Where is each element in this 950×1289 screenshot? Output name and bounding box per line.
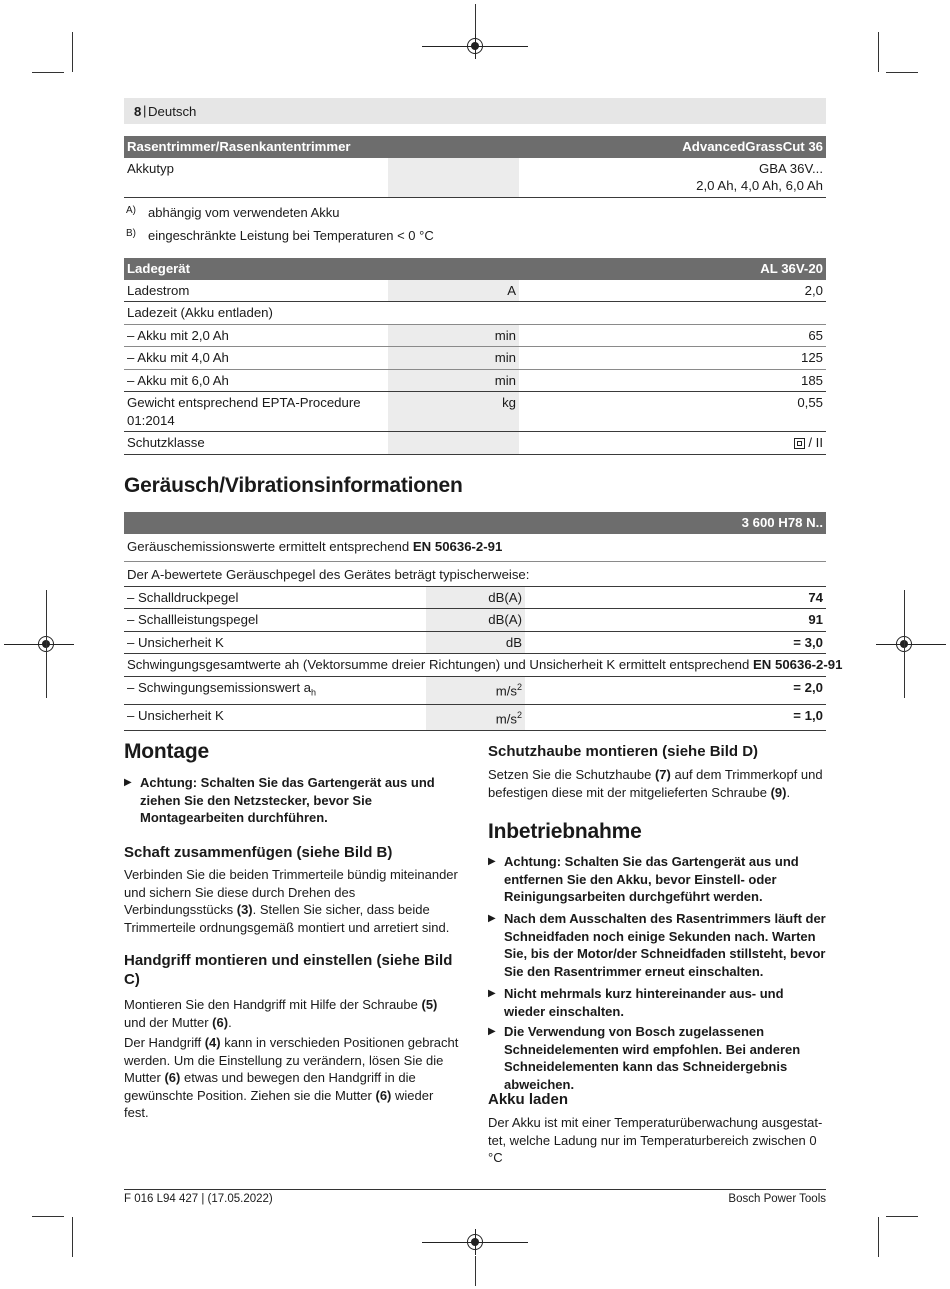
bullet-triangle-icon: ▶	[488, 856, 496, 867]
row-label	[124, 676, 426, 704]
row-value-line: 2,0 Ah, 4,0 Ah, 6,0 Ah	[696, 178, 824, 193]
inbetrieb-bullet	[488, 853, 826, 906]
noise-intro-text: Geräuschemissionswerte ermittelt entsprechend	[127, 538, 410, 554]
row-label: – Schallleistungspegel	[124, 609, 426, 632]
spec-table-model: AdvancedGrassCut 36	[519, 136, 826, 158]
table-row	[124, 609, 826, 632]
row-label: Ladestrom	[124, 280, 388, 302]
bullet-triangle-icon: ▶	[488, 988, 496, 999]
noise-intro-standard: EN 50636-2-91	[412, 538, 503, 554]
row-label: Ladezeit (Akku entladen)	[124, 302, 388, 325]
crop-mark	[32, 72, 64, 73]
row-unit	[388, 302, 519, 325]
noise-table-spacer	[124, 512, 525, 534]
table-row	[124, 586, 826, 609]
table-row	[124, 432, 826, 455]
row-value: = 1,0	[525, 704, 826, 730]
noise-table-model: 3 600 H78 N..	[525, 512, 826, 534]
handle-heading: Handgriff montieren und einstellen (siehe Bild C)	[124, 952, 453, 988]
registration-line	[904, 590, 905, 698]
crop-mark	[32, 1216, 64, 1217]
row-unit-sup: 2	[516, 681, 522, 692]
registration-mark-bottom	[467, 1234, 483, 1250]
row-label: – Unsicherheit K	[124, 704, 426, 730]
table-row	[124, 392, 826, 432]
noise-table-header	[124, 512, 826, 534]
row-label: – Unsicherheit K	[124, 631, 426, 654]
row-unit: kg	[388, 392, 519, 432]
part-ref: (4)	[204, 1035, 221, 1050]
row-value: 2,0	[519, 280, 826, 302]
handle-paragraph-1	[124, 996, 461, 1031]
part-ref: (7)	[654, 767, 671, 782]
charger-table	[124, 258, 826, 455]
shaft-text: Verbinden Sie die beiden Trimmerteile bündig miteinander und sichern Sie diese durch Drehen des Verbindungsstücks	[124, 867, 458, 918]
charger-table-model: AL 36V-20	[519, 258, 826, 280]
footer-doc-number: F 016 L94 427 | (17.05.2022)	[124, 1193, 273, 1205]
row-value	[519, 432, 826, 455]
table-row	[124, 704, 826, 730]
row-value: 65	[519, 324, 826, 347]
montage-heading: Montage	[124, 740, 209, 763]
charger-table-header	[124, 258, 826, 280]
shaft-text: . Stellen Sie sicher, dass beide Trimmerteile ordnungsgemäß montiert und arretiert sind.	[124, 902, 450, 935]
table-row	[124, 631, 826, 654]
noise-table	[124, 512, 843, 731]
footnote-mark: B)	[126, 228, 136, 239]
row-value: = 3,0	[525, 631, 826, 654]
table-row	[124, 369, 826, 392]
row-label: – Akku mit 2,0 Ah	[124, 324, 388, 347]
row-unit: dB(A)	[426, 609, 525, 632]
bullet-text: Nach dem Ausschalten des Rasentrimmers läuft der Schneidfaden noch einige Sekunden nach. Warten Sie, bis der Motor/der Schneidfaden stillsteht, bevor Sie den Rasentrimmer erneut einschalten.	[504, 911, 826, 979]
protection-class-value: / II	[808, 435, 823, 450]
part-ref: (3)	[236, 902, 253, 918]
vibration-intro	[124, 654, 843, 677]
inbetrieb-bullet	[488, 910, 826, 980]
table-row	[124, 158, 826, 198]
row-unit-text: m/s	[495, 682, 517, 698]
handle-text: wieder fest.	[124, 1087, 434, 1121]
footnote	[126, 227, 434, 247]
handle-paragraph-2	[124, 1034, 461, 1122]
montage-warning	[124, 774, 469, 827]
registration-line	[475, 1256, 476, 1286]
row-value	[519, 158, 826, 198]
row-value: 125	[519, 347, 826, 370]
row-unit: dB	[426, 631, 525, 654]
vibration-intro-text: Schwingungsgesamtwerte ah (Vektorsumme dreier Richtungen) und Unsicherheit K ermittelt entsprechend	[127, 657, 750, 672]
row-label: Gewicht entsprechend EPTA-Procedure 01:2014	[124, 392, 388, 432]
shaft-paragraph	[124, 866, 461, 936]
row-unit: min	[388, 347, 519, 370]
row-unit-text: m/s	[495, 711, 517, 727]
vibration-intro-standard: EN 50636-2-91	[753, 657, 843, 672]
handle-text: Der Handgriff	[124, 1035, 202, 1050]
row-label: – Akku mit 4,0 Ah	[124, 347, 388, 370]
row-unit	[388, 158, 519, 198]
crop-mark	[72, 1217, 73, 1257]
row-unit	[426, 704, 525, 730]
page-number: 8	[134, 104, 142, 119]
part-ref: (5)	[421, 997, 438, 1012]
row-value: 0,55	[519, 392, 826, 432]
row-unit: min	[388, 369, 519, 392]
registration-line	[46, 590, 47, 698]
handle-text: kann in verschieden Positionen gebracht werden. Um die Einstellung zu verändern, lösen Sie die Mutter	[124, 1035, 459, 1086]
row-value	[519, 302, 826, 325]
noise-subtext: Der A-bewertete Geräuschpegel des Gerätes beträgt typischerweise:	[124, 562, 826, 587]
guard-text: Setzen Sie die Schutzhaube	[488, 767, 652, 782]
akku-paragraph: Der Akku ist mit einer Temperaturüberwachung ausgestattet, welche Ladung nur im Temperaturbereich zwischen 0 °C	[488, 1115, 823, 1166]
footer-rule	[124, 1189, 826, 1190]
row-value: 74	[525, 586, 826, 609]
protection-class-icon	[794, 438, 805, 449]
table-row	[124, 347, 826, 370]
table-row	[124, 534, 826, 562]
crop-mark	[878, 32, 879, 72]
handle-text: etwas und bewegen den Handgriff in die gewünschte Position. Ziehen sie die Mutter	[124, 1070, 416, 1103]
spec-table	[124, 136, 826, 198]
shaft-heading: Schaft zusammenfügen (siehe Bild B)	[124, 844, 393, 861]
table-row	[124, 324, 826, 347]
row-label: – Schalldruckpegel	[124, 586, 426, 609]
row-value: 185	[519, 369, 826, 392]
table-row	[124, 280, 826, 302]
bullet-text: Die Verwendung von Bosch zugelassenen Schneidelementen wird empfohlen. Bei anderen Schneidelementen kann das Schneidergebnis abweichen.	[504, 1024, 801, 1092]
crop-mark	[878, 1217, 879, 1257]
handle-text: .	[228, 1014, 232, 1030]
bullet-triangle-icon: ▶	[488, 1026, 496, 1037]
page-header	[124, 98, 826, 124]
footnote-text: eingeschränkte Leistung bei Temperaturen < 0 °C	[148, 228, 434, 243]
registration-line	[475, 4, 476, 34]
inbetrieb-bullet	[488, 1023, 826, 1093]
row-label: Schutzklasse	[124, 432, 388, 455]
inbetrieb-bullet	[488, 985, 826, 1020]
header-separator: |	[143, 103, 147, 118]
charger-table-title: Ladegerät	[124, 258, 519, 280]
guard-heading: Schutzhaube montieren (siehe Bild D)	[488, 743, 759, 760]
row-unit-sup: 2	[516, 709, 522, 720]
footer-brand: Bosch Power Tools	[728, 1193, 826, 1205]
spec-table-title: Rasentrimmer/Rasenkantentrimmer	[124, 136, 519, 158]
row-unit	[426, 676, 525, 704]
crop-mark	[72, 32, 73, 72]
spec-table-header	[124, 136, 826, 158]
row-unit	[388, 432, 519, 455]
guard-text: .	[786, 784, 791, 800]
header-language: Deutsch	[148, 104, 197, 119]
table-row	[124, 654, 826, 677]
row-label: Akkutyp	[124, 158, 388, 198]
row-value: = 2,0	[525, 676, 826, 704]
footnote-mark: A)	[126, 205, 136, 216]
bullet-text: Nicht mehrmals kurz hintereinander aus- und wieder einschalten.	[504, 986, 784, 1019]
part-ref: (6)	[164, 1070, 181, 1086]
row-label: – Akku mit 6,0 Ah	[124, 369, 388, 392]
row-unit: A	[388, 280, 519, 302]
row-value: 91	[525, 609, 826, 632]
table-row	[124, 562, 826, 587]
noise-intro	[124, 534, 826, 562]
handle-text: Montieren Sie den Handgriff mit Hilfe der Schraube	[124, 997, 418, 1012]
inbetrieb-heading: Inbetriebnahme	[488, 820, 642, 843]
part-ref: (6)	[375, 1087, 392, 1103]
part-ref: (9)	[770, 784, 787, 800]
crop-mark	[886, 72, 918, 73]
bullet-text: Achtung: Schalten Sie das Gartengerät aus und entfernen Sie den Akku, bevor Einstell- oder Reinigungsarbeiten durchgeführt werden.	[504, 854, 799, 905]
row-value-line: GBA 36V...	[758, 160, 824, 176]
registration-mark-top	[467, 38, 483, 54]
table-row	[124, 302, 826, 325]
footnote-text: abhängig vom verwendeten Akku	[148, 205, 340, 220]
montage-warning-text: Achtung: Schalten Sie das Gartengerät aus und ziehen Sie den Netzstecker, bevor Sie Montagearbeiten durchführen.	[140, 775, 435, 826]
footnote	[126, 204, 340, 224]
bullet-triangle-icon: ▶	[124, 777, 132, 788]
guard-paragraph	[488, 766, 826, 801]
noise-heading: Geräusch/Vibrationsinformationen	[124, 474, 463, 497]
handle-text: und der Mutter	[124, 1014, 209, 1030]
row-unit: min	[388, 324, 519, 347]
row-unit: dB(A)	[426, 586, 525, 609]
crop-mark	[886, 1216, 918, 1217]
table-row	[124, 676, 826, 704]
akku-heading: Akku laden	[488, 1091, 569, 1108]
part-ref: (6)	[212, 1014, 229, 1030]
row-label-sub: h	[310, 687, 316, 698]
row-label-text: – Schwingungsemissionswert a	[127, 679, 311, 695]
guard-text: auf dem Trimmerkopf und befestigen diese mit der mitgelieferten Schraube	[488, 767, 823, 800]
bullet-triangle-icon: ▶	[488, 913, 496, 924]
